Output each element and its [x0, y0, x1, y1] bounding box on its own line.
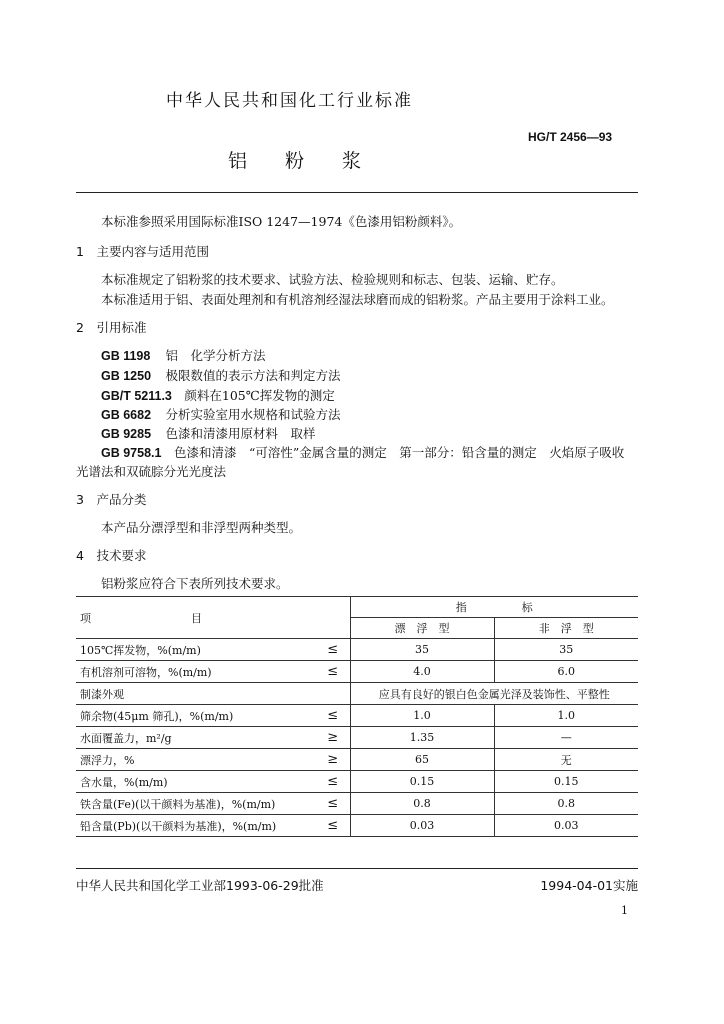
approval-line: 中华人民共和国化学工业部1993-06-29批准 [76, 878, 324, 893]
intro-paragraph: 本标准参照采用国际标准ISO 1247—1974《色漆用铝粉颜料》。 [101, 214, 462, 229]
table-row [76, 683, 638, 705]
col-float-header: 漂 浮 型 [350, 618, 494, 639]
row-nonfloat: 无 [494, 749, 638, 771]
row-name: 有机溶剂可溶物，%(m/m) [76, 661, 316, 683]
ref-code: GB 1198 [101, 349, 151, 363]
table-row [76, 661, 638, 683]
section-3-para: 本产品分漂浮型和非浮型两种类型。 [101, 520, 302, 535]
row-nonfloat: 1.0 [494, 705, 638, 727]
row-nonfloat: 0.8 [494, 793, 638, 815]
ref-item [101, 443, 624, 461]
row-relation: ≤ [316, 771, 350, 793]
row-name: 铁含量(Fe)(以干颜料为基准)，%(m/m) [76, 793, 316, 815]
org-title: 中华人民共和国化工行业标准 [166, 91, 413, 111]
section-1-heading: 1 主要内容与适用范围 [76, 244, 209, 259]
row-merged: 应具有良好的银白色金属光泽及装饰性、平整性 [350, 683, 638, 705]
row-relation: ≤ [316, 639, 350, 661]
ref-item [101, 405, 341, 423]
ref-code: GB/T 5211.3 [101, 389, 172, 403]
table-row [76, 771, 638, 793]
row-relation [316, 683, 350, 705]
row-name: 铅含量(Pb)(以干颜料为基准)，%(m/m) [76, 815, 316, 837]
row-nonfloat: 0.15 [494, 771, 638, 793]
row-float: 1.0 [350, 705, 494, 727]
ref-code: GB 9758.1 [101, 446, 162, 460]
row-name: 漂浮力，% [76, 749, 316, 771]
table-row [76, 705, 638, 727]
ref-item [101, 346, 266, 364]
row-nonfloat: 0.03 [494, 815, 638, 837]
row-float: 0.03 [350, 815, 494, 837]
col-nonfloat-header: 非 浮 型 [494, 618, 638, 639]
spec-table [76, 596, 638, 837]
section-4-heading: 4 技术要求 [76, 548, 147, 563]
ref-item [101, 366, 341, 384]
row-float: 35 [350, 639, 494, 661]
row-relation: ≤ [316, 815, 350, 837]
table-row [76, 793, 638, 815]
ref-title: 极限数值的表示方法和判定方法 [165, 368, 341, 383]
ref-title: 色漆和清漆用原材料 取样 [165, 426, 316, 441]
ref-code: GB 9285 [101, 427, 152, 441]
section-1-para-1: 本标准规定了铝粉浆的技术要求、试验方法、检验规则和标志、包装、运输、贮存。 [101, 272, 564, 287]
section-2-heading: 2 引用标准 [76, 320, 147, 335]
ref-code: GB 1250 [101, 369, 152, 383]
ref-item [101, 424, 316, 442]
row-name: 105℃挥发物，%(m/m) [76, 639, 316, 661]
row-float: 0.8 [350, 793, 494, 815]
header-rule [76, 192, 638, 193]
ref-title: 分析实验室用水规格和试验方法 [165, 407, 341, 422]
ref-continuation: 光谱法和双硫腙分光光度法 [76, 464, 227, 479]
ref-item [101, 386, 335, 404]
footer-rule [76, 868, 638, 869]
section-3-heading: 3 产品分类 [76, 492, 147, 507]
section-4-para: 铝粉浆应符合下表所列技术要求。 [101, 576, 289, 591]
row-name: 含水量，%(m/m) [76, 771, 316, 793]
implementation-date: 1994-04-01实施 [540, 878, 638, 893]
row-relation: ≤ [316, 793, 350, 815]
row-nonfloat: 35 [494, 639, 638, 661]
head-index: 指 标 [350, 597, 638, 618]
head-item: 项目 [76, 597, 350, 639]
table-row [76, 727, 638, 749]
row-name: 水面覆盖力，m²/g [76, 727, 316, 749]
row-float: 0.15 [350, 771, 494, 793]
table-row [76, 749, 638, 771]
row-name: 制漆外观 [76, 683, 316, 705]
row-nonfloat: — [494, 727, 638, 749]
ref-title: 颜料在105℃挥发物的测定 [184, 388, 335, 403]
standard-code: HG/T 2456—93 [528, 130, 613, 144]
row-relation: ≥ [316, 727, 350, 749]
row-float: 4.0 [350, 661, 494, 683]
row-name: 筛余物(45μm 筛孔)，%(m/m) [76, 705, 316, 727]
row-relation: ≤ [316, 705, 350, 727]
row-float: 1.35 [350, 727, 494, 749]
section-1-para-2: 本标准适用于铝、表面处理剂和有机溶剂经湿法球磨而成的铝粉浆。产品主要用于涂料工业。 [101, 292, 614, 307]
table-row [76, 815, 638, 837]
row-float: 65 [350, 749, 494, 771]
row-relation: ≤ [316, 661, 350, 683]
ref-title: 铝 化学分析方法 [165, 348, 266, 363]
document-title: 铝粉浆 [228, 150, 400, 172]
table-row [76, 639, 638, 661]
row-nonfloat: 6.0 [494, 661, 638, 683]
row-relation: ≥ [316, 749, 350, 771]
ref-code: GB 6682 [101, 408, 152, 422]
ref-title: 色漆和清漆 “可溶性”金属含量的测定 第一部分：铅含量的测定 火焰原子吸收 [173, 445, 625, 460]
page-number: 1 [621, 904, 628, 917]
